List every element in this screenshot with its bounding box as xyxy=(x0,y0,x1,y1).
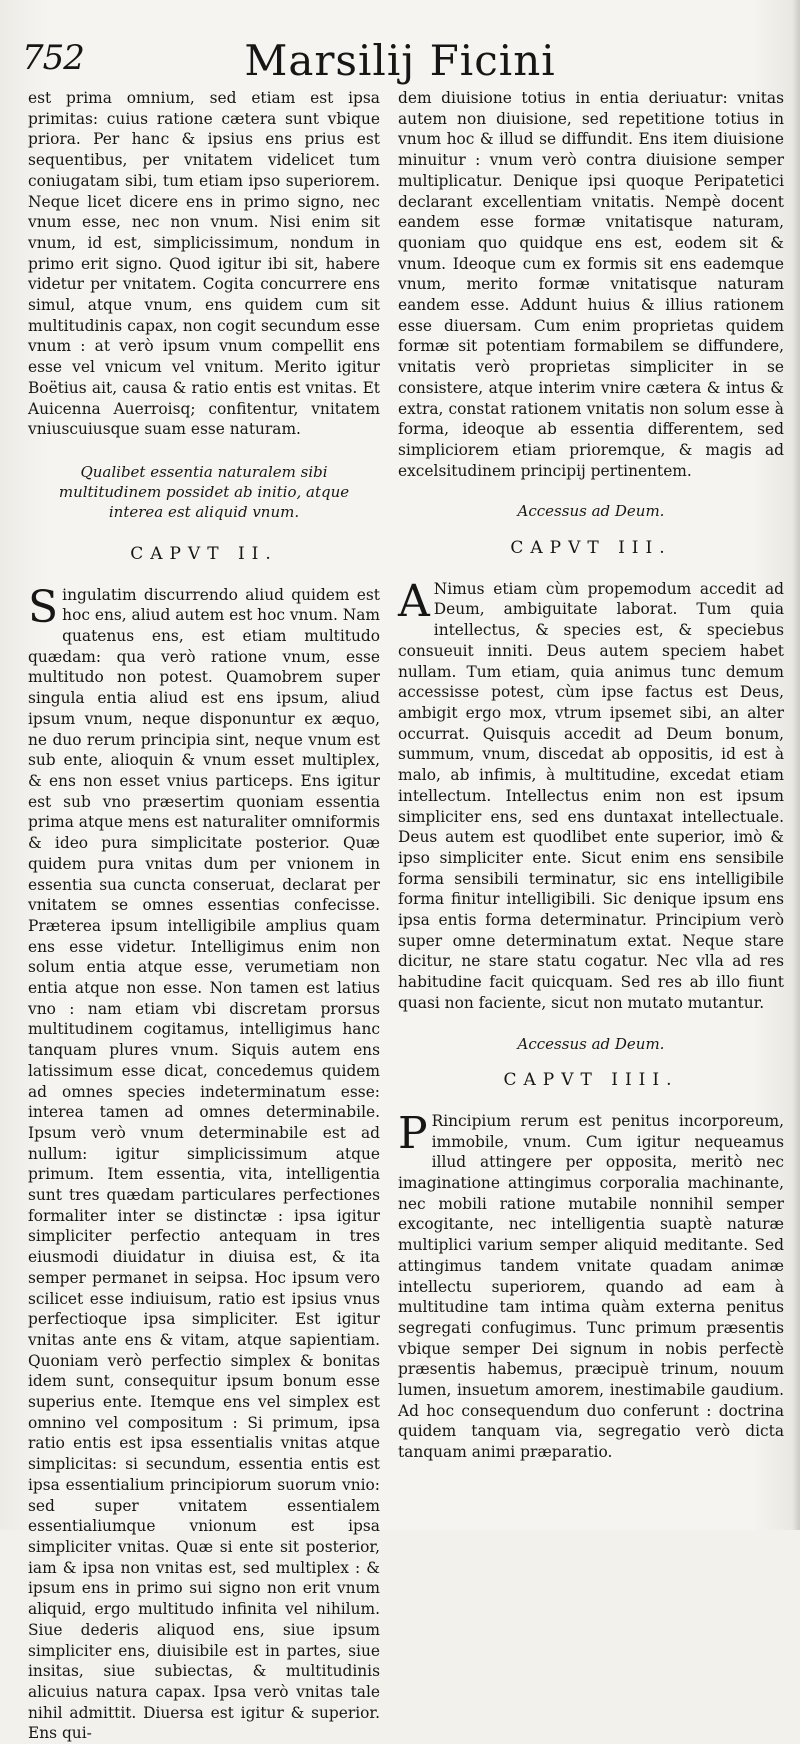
chapter-heading-2: CAPVT II. xyxy=(130,543,278,564)
drop-cap: A xyxy=(398,575,430,627)
right-paragraph-1: dem diuisione totius in entia deriuatur: vnitas autem non diuisione, sed repetitione totius in vnum hoc & illud se diffundit. Ens item diuisione minuitur : vnum verò contra diuisione semper multiplicatur. Denique ipsi quoque Peripatetici declarant excellentiam vnitatis. Nempè docent eandem esse formæ vnitatisque naturam, quoniam quo quidque ens est, eodem sit & vnum. Ideoque cum ex formis sit ens eademque vnum, merito formæ vnitatisque naturam eandem esse. Addunt huius & illius rationem esse diuersam. Cum enim proprietas quidem formæ sit potentiam formabilem se diffundere, vnitatis verò proprietas simpliciter in se consistere, atque interim vnire cætera & intus & extra, constat rationem vnitatis non solum esse à forma, ideoque ab essentia differentem, sed simpliciorem etiam prioremque, & magis ad excelsitudinem principij pertinentem. xyxy=(398,89,784,480)
chapter-heading-3: CAPVT III. xyxy=(510,538,672,559)
drop-cap: S xyxy=(28,581,59,633)
section-subhead-2: Accessus ad Deum. xyxy=(517,1034,665,1053)
running-head: Marsilij Ficini xyxy=(244,36,556,85)
section-subhead-1: Accessus ad Deum. xyxy=(517,502,665,521)
left-paragraph-2-text: ingulatim discurrendo aliud quidem est hoc ens, aliud autem est hoc vnum. Nam quatenus ens, est etiam multitudo quædam: qua verò ratione vnum, esse multitudo non potest. Quamobrem super singula entia aliud est ens ipsum, aliud ipsum vnum, neque disponuntur ex æquo, ne duo rerum principia sint, neque vnum est sub ente, alioquin & vnum esset multiplex, & ens non esset vnius particeps. Ens igitur est sub vno præsertim quoniam essentia prima atque mens est naturaliter omniformis & ideo pura simplicitate posterior. Quæ quidem pura vnitas dum per vnionem in essentia sua cuncta conseruat, declarat per vnitatem se omnes essentias confecisse. Præterea ipsum intelligibile amplius quam ens esse videtur. Intelligimus enim non solum entia atque esse, verumetiam non entia atque non esse. Non tamen est latius vno : nam etiam vbi discretam prorsus multitudinem cogitamus, intelligimus hanc tanquam plures vnum. Siquis autem ens latissimum esse dicat, concedemus quidem ad omnes species indeterminatum esse: interea tamen ad omnes determinabile. Ipsum verò vnum determinabile est ad nullum: igitur simplicissimum atque primum. Item essentia, vita, intelligentia sunt tres quædam particulares perfectiones formaliter inter se distinctæ : ipsa igitur simpliciter perfectio antequam in tres eiusmodi diuidatur in diuisa est, & ita semper permanet in seipsa. Hoc ipsum vero scilicet esse indiuisum, ratio est ipsius vnus perfectioque ipsa simpliciter. Est igitur vnitas ante ens & vitam, atque sapientiam. Quoniam verò perfectio simplex & bonitas idem sunt, consequitur ipsum bonum esse superius ente. Itemque ens vel simplex est omnino vel compositum : Si primum, ipsa ratio entis est ipsa essentialis vnitas atque simplicitas: si secundum, essentia entis est ipsa essentialium principiorum suorum vnio: sed super vnitatem essentialem essentialiumque vnionum est ipsa simpliciter vnitas. Quæ si ente sit posterior, iam & ipsa non vnitas est, sed multiplex : & ipsum ens in primo sui signo non erit vnum aliquid, ergo multitudo infinita vel nihilum. Siue dederis aliquod ens, siue ipsum simpliciter ens, diuisibile est in partes, siue insitas, siue subiectas, & multitudinis alicuius natura capax. Ipsa verò vnitas tale nihil admittit. Diuersa est igitur & superior. Ens qui- xyxy=(28,585,381,1743)
right-paragraph-2-text: Nimus etiam cùm propemodum accedit ad Deum, ambiguitate laborat. Tum quia intellectus, & species est, & speciebus consueuit inniti. Deus autem speciem habet nullam. Tum etiam, quia animus tunc demum accessisse potest, cùm ipse factus est Deus, ambigit ergo mox, vtrum ipsemet sibi, an alter occurrat. Quisquis accedit ad Deum bonum, summum, vnum, discedat ab oppositis, id est à malo, ab infimis, à multitudine, excedat etiam intellectum. Intellectus enim non est ipsum simpliciter ens, sed ens duntaxat intellectuale. Deus autem est quodlibet ente superior, imò & ipso simpliciter ente. Sicut enim ens sensibile forma sensibili terminatur, sic ens intelligibile forma finitur intelligibili. Sic denique ipsum ens ipsa entis forma determinatur. Principium verò super omne determinatum extat. Neque stare dicitur, ne stare statu cogatur. Nec vlla ad res habitudine facit quicquam. Sed res ab illo fiunt quasi non faciente, sicut non mutato mutantur. xyxy=(398,579,784,1012)
page-edge-shadow xyxy=(792,0,800,1530)
chapter-summary: Qualibet essentia naturalem sibi multitudinem possidet ab initio, atque interea est aliquid vnum. xyxy=(58,462,350,521)
drop-cap: P xyxy=(398,1107,428,1159)
chapter-heading-4: CAPVT IIII. xyxy=(503,1070,679,1091)
right-paragraph-3 xyxy=(398,1107,784,1463)
right-column xyxy=(398,88,784,1463)
right-paragraph-3-text: Rincipium rerum est penitus incorporeum, immobile, vnum. Cum igitur nequeamus illud attingere per opposita, meritò nec imaginatione attingimus corporalia machinante, nec mobili ratione mutabile nonnihil semper excogitante, nec intelligentia suaptè naturæ multiplici varium semper aliquid meditante. Sed attingimus tandem vnitate quadam animæ intellectu superiorem, quando ad eam à multitudine tam intima quàm externa penitus segregati confugimus. Tunc primum præsentis vbique semper Dei signum in nobis perfectè præsentis habemus, præcipuè trinum, nouum lumen, insuetum amorem, inestimabile gaudium. Ad hoc consequendum duo conferunt : doctrina quidem tanquam via, segregatio verò dicta tanquam animi præparatio. xyxy=(398,1111,784,1462)
left-paragraph-2 xyxy=(28,581,381,1744)
right-paragraph-2 xyxy=(398,575,784,1014)
left-paragraph-1: est prima omnium, sed etiam est ipsa primitas: cuius ratione cætera sunt vbique priora. Per hanc & ipsius ens prius est sequentibus, per vnitatem videlicet tum coniugatam sibi, tum etiam ipso superiorem. Neque licet dicere ens in primo signo, nec vnum esse, nec non vnum. Nisi enim sit vnum, id est, simplicissimum, nondum in primo erit signo. Quod igitur ibi sit, habere videtur per vnitatem. Cogita concurrere ens simul, atque vnum, ens quidem cum sit multitudinis capax, non cogit secundum esse vnum : at verò ipsum vnum compellit ens esse vel vnicum vel vnitum. Merito igitur Boëtius ait, causa & ratio entis est vnitas. Et Auicenna Auerroisq; confitentur, vnitatem vniuscuiusque suam esse naturam. xyxy=(28,89,380,439)
page-number: 752 xyxy=(22,38,84,78)
left-column xyxy=(28,88,380,1744)
